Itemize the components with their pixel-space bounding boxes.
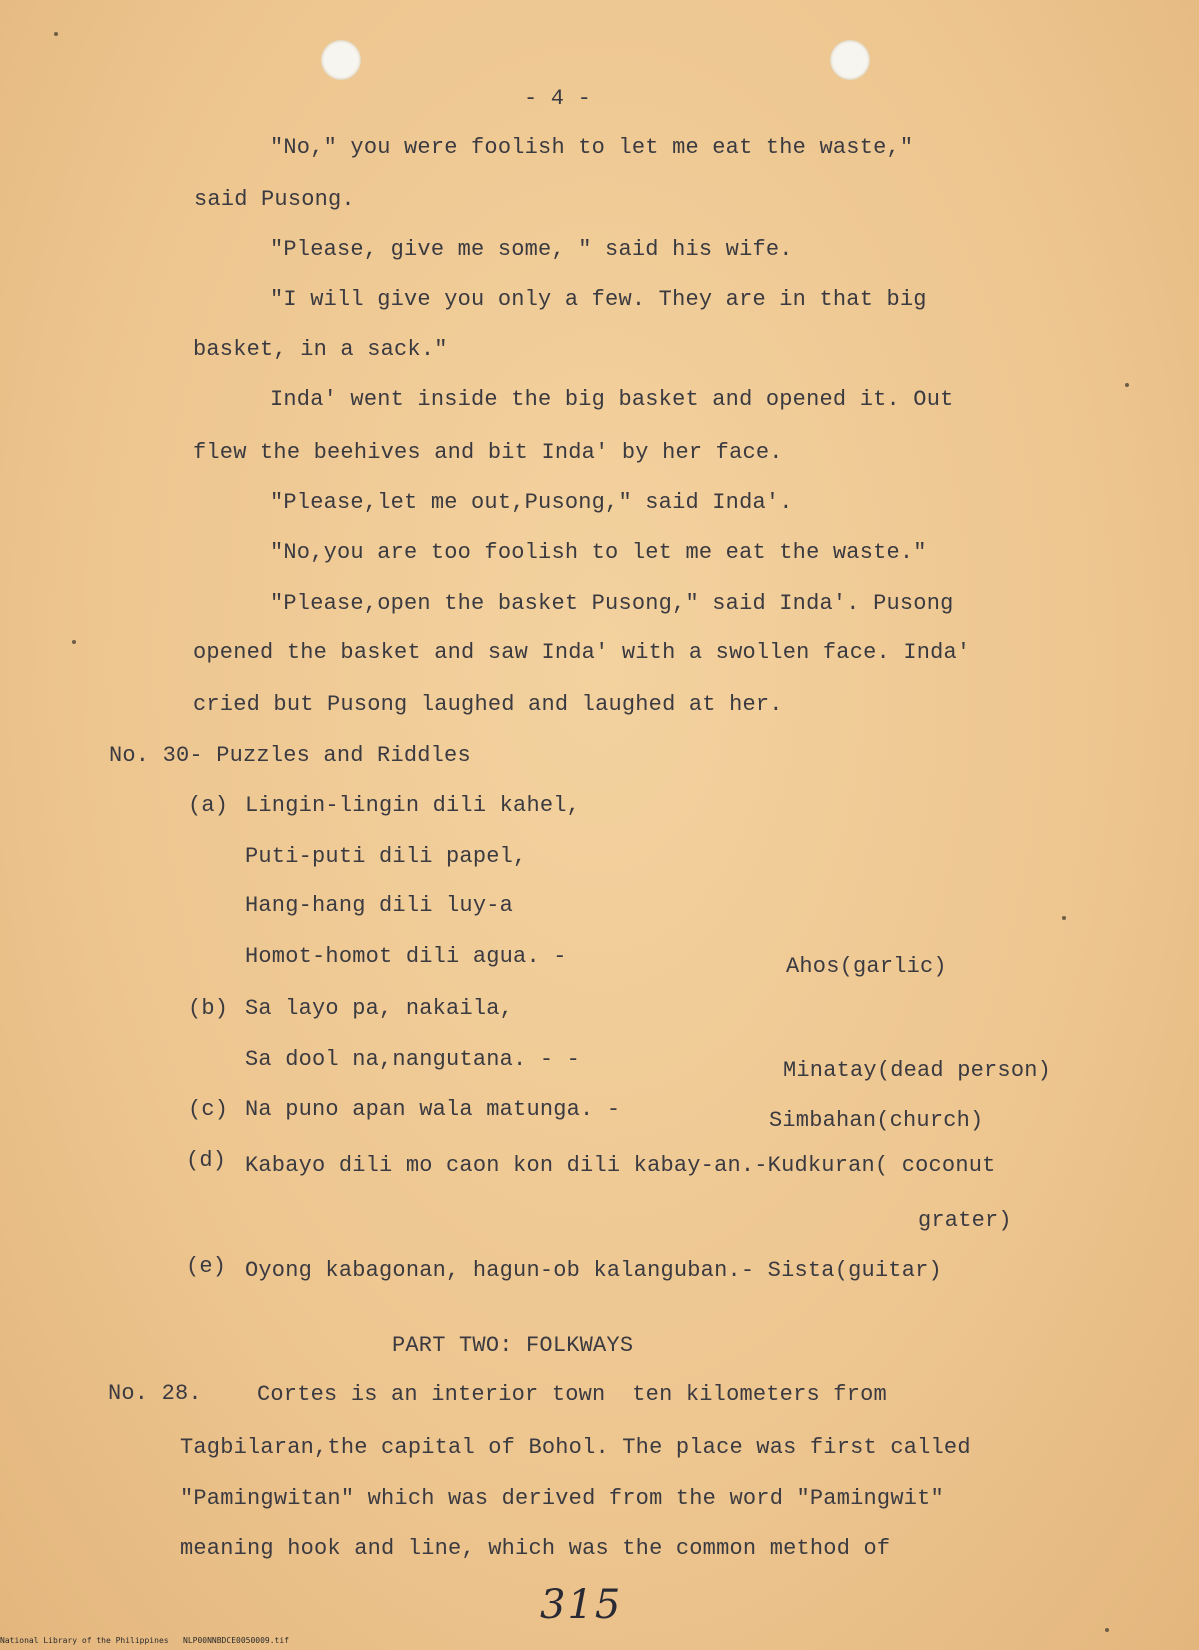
section-heading: PART TWO: FOLKWAYS <box>392 1333 634 1358</box>
punch-hole-left <box>321 40 361 80</box>
story-line: cried but Pusong laughed and laughed at her. <box>193 692 783 717</box>
story-line: opened the basket and saw Inda' with a swollen face. Inda' <box>193 640 971 665</box>
riddle-label: (a) <box>188 793 229 818</box>
riddle-answer: Ahos(garlic) <box>786 954 947 979</box>
paper-speck <box>1062 916 1066 920</box>
paper-speck <box>1125 383 1129 387</box>
riddle-line: Puti-puti dili papel, <box>245 844 527 869</box>
riddle-answer: Simbahan(church) <box>769 1108 984 1133</box>
story-line: basket, in a sack." <box>193 337 448 362</box>
story-line: "Please, give me some, " said his wife. <box>270 237 793 262</box>
handwritten-page-number: 315 <box>540 1582 623 1628</box>
punch-hole-right <box>830 40 870 80</box>
riddle-line: Oyong kabagonan, hagun-ob kalanguban.- Sista(guitar) <box>245 1258 942 1283</box>
riddles-heading: No. 30- Puzzles and Riddles <box>109 743 471 768</box>
riddle-line: Kabayo dili mo caon kon dili kabay-an.-Kudkuran( coconut <box>245 1153 996 1178</box>
riddle-answer: grater) <box>918 1208 1012 1233</box>
story-line: "Please,open the basket Pusong," said Inda'. Pusong <box>270 591 954 616</box>
page-number: - 4 - <box>524 86 592 111</box>
riddle-line: Sa dool na,nangutana. - - <box>245 1047 581 1072</box>
riddle-label: (b) <box>188 996 229 1021</box>
story-line: flew the beehives and bit Inda' by her face. <box>193 440 783 465</box>
folkways-line: Tagbilaran,the capital of Bohol. The place was first called <box>180 1435 971 1460</box>
folkways-line: Cortes is an interior town ten kilometers from <box>257 1382 887 1407</box>
riddle-label: (c) <box>188 1097 229 1122</box>
story-line: said Pusong. <box>194 187 355 212</box>
footer-caption: National Library of the Philippines NLP00NNBDCE0050009.tif <box>0 1636 289 1645</box>
folkways-line: meaning hook and line, which was the common method of <box>180 1536 891 1561</box>
riddle-line: Homot-homot dili agua. - <box>245 944 567 969</box>
riddle-line: Na puno apan wala matunga. - <box>245 1097 621 1122</box>
story-line: "No," you were foolish to let me eat the waste," <box>270 135 914 160</box>
paper-speck <box>1105 1628 1109 1632</box>
paper-speck <box>54 32 58 36</box>
riddle-line: Sa layo pa, nakaila, <box>245 996 514 1021</box>
story-line: "No,you are too foolish to let me eat the waste." <box>270 540 927 565</box>
riddle-answer: Minatay(dead person) <box>783 1058 1052 1083</box>
riddle-label: (e) <box>186 1254 227 1279</box>
folkways-line: "Pamingwitan" which was derived from the word "Pamingwit" <box>180 1486 944 1511</box>
riddle-line: Hang-hang dili luy-a <box>245 893 514 918</box>
paper-speck <box>72 640 76 644</box>
folkways-number: No. 28. <box>108 1381 202 1406</box>
riddle-label: (d) <box>186 1148 227 1173</box>
story-line: "I will give you only a few. They are in that big <box>270 287 927 312</box>
story-line: Inda' went inside the big basket and opened it. Out <box>270 387 954 412</box>
story-line: "Please,let me out,Pusong," said Inda'. <box>270 490 793 515</box>
riddle-line: Lingin-lingin dili kahel, <box>245 793 581 818</box>
